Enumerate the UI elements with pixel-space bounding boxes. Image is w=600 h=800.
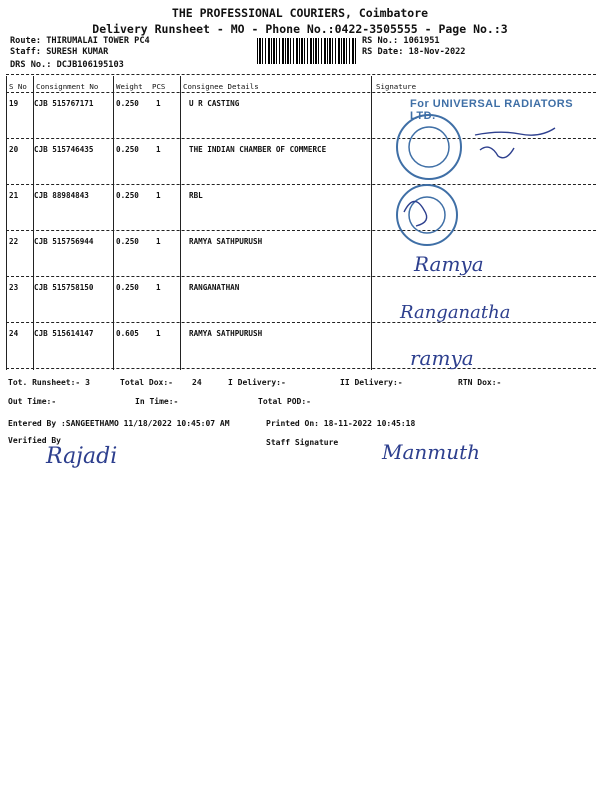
row-consignee: RANGANATHAN (189, 283, 240, 292)
row-consignment: CJB 515614147 (34, 329, 94, 338)
barcode (257, 38, 357, 64)
rs-date: RS Date: 18-Nov-2022 (362, 47, 466, 57)
ii-delivery: II Delivery:- (340, 378, 403, 387)
row-consignment: CJB 515746435 (34, 145, 94, 154)
staff-signature-label: Staff Signature (266, 438, 339, 447)
company-title: THE PROFESSIONAL COURIERS, Coimbatore (171, 6, 429, 20)
row-sno: 19 (9, 99, 19, 108)
col-pcs: PCS (152, 82, 166, 91)
row-sno: 24 (9, 329, 19, 338)
total-dox-label: Total Dox:- (120, 378, 173, 387)
row-sno: 22 (9, 237, 19, 246)
row-sno: 23 (9, 283, 19, 292)
row-consignee: RAMYA SATHPURUSH (189, 329, 263, 338)
runsheet-subtitle: Delivery Runsheet - MO - Phone No.:0422-3505555 - Page No.:3 (92, 22, 508, 36)
col-signature: Signature (376, 82, 417, 91)
route-label: Route: THIRUMALAI TOWER PC4 (10, 36, 150, 46)
row-consignee: THE INDIAN CHAMBER OF COMMERCE (189, 145, 327, 154)
signature-ranganatha: Ranganatha (400, 302, 511, 323)
rs-number: RS No.: 1061951 (362, 36, 440, 46)
round-stamp-icon (394, 112, 464, 182)
row-rule (6, 368, 596, 369)
drs-label: DRS No.: DCJB106195103 (10, 60, 124, 70)
table-header-rule (6, 92, 596, 93)
col-divider (6, 76, 7, 370)
verifier-signature: Rajadi (46, 444, 118, 469)
round-stamp-icon (394, 182, 460, 248)
total-pod: Total POD:- (258, 397, 311, 406)
row-sno: 21 (9, 191, 19, 200)
row-consignment: CJB 515767171 (34, 99, 94, 108)
in-time: In Time:- (135, 397, 179, 406)
company-stamp-text: For UNIVERSAL RADIATORS LTD. (410, 98, 574, 122)
row-consignment: CJB 515758150 (34, 283, 94, 292)
row-consignee: RBL (189, 191, 203, 200)
signature-ramya-2: ramya (410, 346, 474, 370)
col-weight: Weight (116, 82, 143, 91)
table-top-rule (6, 74, 596, 75)
row-rule (6, 184, 596, 185)
col-consignee: Consignee Details (183, 82, 259, 91)
col-divider (371, 76, 372, 370)
rtn-dox: RTN Dox:- (458, 378, 502, 387)
signature-scribble-icon (470, 120, 560, 170)
staff-signature: Manmuth (382, 440, 481, 464)
col-divider (33, 76, 34, 370)
col-divider (113, 76, 114, 370)
row-weight: 0.250 (116, 145, 139, 154)
row-pcs: 1 (156, 99, 161, 108)
row-weight: 0.250 (116, 99, 139, 108)
row-weight: 0.250 (116, 191, 139, 200)
row-rule (6, 230, 596, 231)
verified-by: Verified By (8, 436, 61, 445)
row-pcs: 1 (156, 191, 161, 200)
staff-label: Staff: SURESH KUMAR (10, 47, 109, 57)
row-consignment: CJB 515756944 (34, 237, 94, 246)
col-consignment: Consignment No (36, 82, 99, 91)
row-rule (6, 276, 596, 277)
signature-ramya: Ramya (414, 252, 484, 276)
out-time: Out Time:- (8, 397, 57, 406)
row-consignee: RAMYA SATHPURUSH (189, 237, 263, 246)
row-weight: 0.250 (116, 237, 139, 246)
row-consignment: CJB 88984843 (34, 191, 89, 200)
col-divider (180, 76, 181, 370)
row-weight: 0.250 (116, 283, 139, 292)
row-pcs: 1 (156, 145, 161, 154)
col-sno: S No (9, 82, 27, 91)
row-pcs: 1 (156, 329, 161, 338)
i-delivery: I Delivery:- (228, 378, 286, 387)
row-consignee: U R CASTING (189, 99, 240, 108)
row-pcs: 1 (156, 283, 161, 292)
printed-on: Printed On: 18-11-2022 10:45:18 (266, 419, 416, 428)
total-dox-value: 24 (192, 378, 202, 387)
row-pcs: 1 (156, 237, 161, 246)
row-sno: 20 (9, 145, 19, 154)
tot-runsheet: Tot. Runsheet:- 3 (8, 378, 90, 387)
row-weight: 0.605 (116, 329, 139, 338)
entered-by: Entered By :SANGEETHAMO 11/18/2022 10:45:07 AM (8, 419, 230, 428)
